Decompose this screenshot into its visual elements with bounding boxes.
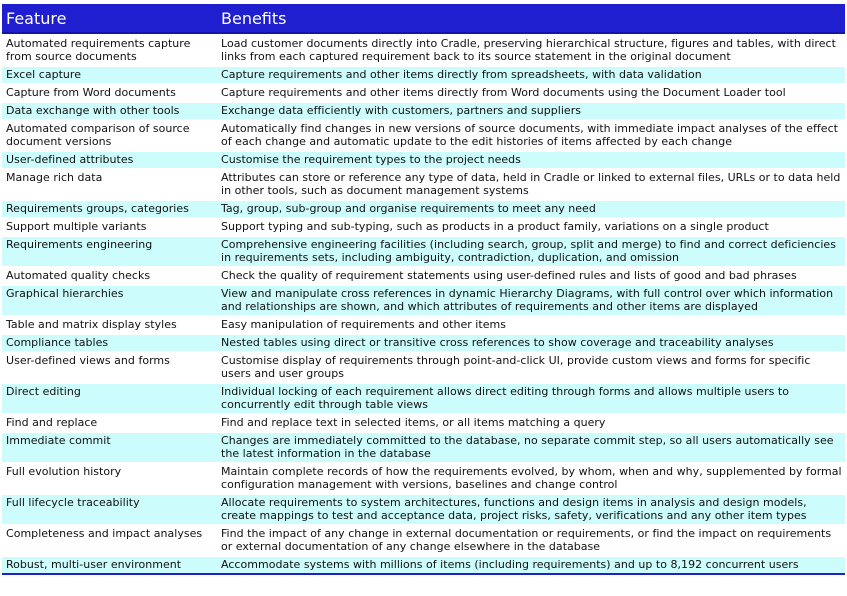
- feature-cell: Completeness and impact analyses: [2, 526, 218, 555]
- benefit-cell: Capture requirements and other items directly from spreadsheets, with data validation: [218, 67, 845, 83]
- feature-cell: Support multiple variants: [2, 219, 218, 235]
- table-row: [2, 526, 845, 555]
- table-body: [2, 36, 845, 575]
- feature-cell: User-defined attributes: [2, 152, 218, 168]
- benefit-cell: Customise display of requirements through point-and-click UI, provide custom views and forms for specific users and user groups: [218, 353, 845, 382]
- table-row: [2, 237, 845, 266]
- table-row: [2, 286, 845, 315]
- feature-cell: User-defined views and forms: [2, 353, 218, 382]
- table-row: [2, 495, 845, 524]
- feature-benefits-table-container: [2, 2, 845, 577]
- benefit-cell: Exchange data efficiently with customers, partners and suppliers: [218, 103, 845, 119]
- feature-benefits-table: [2, 2, 845, 577]
- benefit-cell: Capture requirements and other items directly from Word documents using the Document Loader tool: [218, 85, 845, 101]
- feature-cell: Requirements engineering: [2, 237, 218, 266]
- feature-cell: Automated comparison of source document versions: [2, 121, 218, 150]
- feature-cell: Capture from Word documents: [2, 85, 218, 101]
- benefit-cell: Attributes can store or reference any type of data, held in Cradle or linked to external files, URLs or to data held in other tools, such as document management systems: [218, 170, 845, 199]
- feature-cell: Full evolution history: [2, 464, 218, 493]
- table-row: [2, 353, 845, 382]
- table-row: [2, 103, 845, 119]
- feature-cell: Robust, multi-user environment: [2, 557, 218, 575]
- benefit-cell: Easy manipulation of requirements and other items: [218, 317, 845, 333]
- table-row: [2, 464, 845, 493]
- table-row: [2, 67, 845, 83]
- feature-cell: Automated requirements capture from source documents: [2, 36, 218, 65]
- table-row: [2, 557, 845, 575]
- feature-cell: Manage rich data: [2, 170, 218, 199]
- benefit-cell: Customise the requirement types to the project needs: [218, 152, 845, 168]
- table-row: [2, 85, 845, 101]
- benefit-cell: Changes are immediately committed to the database, no separate commit step, so all users automatically see the latest information in the database: [218, 433, 845, 462]
- table-row: [2, 335, 845, 351]
- feature-cell: Immediate commit: [2, 433, 218, 462]
- table-row: [2, 201, 845, 217]
- benefit-cell: Load customer documents directly into Cradle, preserving hierarchical structure, figures and tables, with direct links from each captured requirement back to its source statement in the original document: [218, 36, 845, 65]
- benefit-cell: Automatically find changes in new versions of source documents, with immediate impact analyses of the effect of each change and automatic update to the edit histories of items affected by each change: [218, 121, 845, 150]
- table-row: [2, 170, 845, 199]
- table-row: [2, 415, 845, 431]
- header-benefits: Benefits: [218, 4, 845, 34]
- feature-cell: Data exchange with other tools: [2, 103, 218, 119]
- benefit-cell: Comprehensive engineering facilities (including search, group, split and merge) to find and correct deficiencies in requirements sets, including ambiguity, contradiction, duplication, and omission: [218, 237, 845, 266]
- benefit-cell: Allocate requirements to system architectures, functions and design items in analysis and design models, create mappings to test and acceptance data, project risks, safety, verifications and any other item types: [218, 495, 845, 524]
- table-row: [2, 152, 845, 168]
- table-row: [2, 36, 845, 65]
- feature-cell: Requirements groups, categories: [2, 201, 218, 217]
- feature-cell: Direct editing: [2, 384, 218, 413]
- feature-cell: Excel capture: [2, 67, 218, 83]
- feature-cell: Automated quality checks: [2, 268, 218, 284]
- benefit-cell: Nested tables using direct or transitive cross references to show coverage and traceability analyses: [218, 335, 845, 351]
- header-row: [2, 4, 845, 34]
- benefit-cell: Tag, group, sub-group and organise requirements to meet any need: [218, 201, 845, 217]
- feature-cell: Table and matrix display styles: [2, 317, 218, 333]
- table-row: [2, 433, 845, 462]
- feature-cell: Find and replace: [2, 415, 218, 431]
- table-row: [2, 121, 845, 150]
- table-row: [2, 219, 845, 235]
- benefit-cell: Maintain complete records of how the requirements evolved, by whom, when and why, supplemented by formal configuration management with versions, baselines and change control: [218, 464, 845, 493]
- header-feature: Feature: [2, 4, 218, 34]
- benefit-cell: Individual locking of each requirement allows direct editing through forms and allows multiple users to concurrently edit through table views: [218, 384, 845, 413]
- table-row: [2, 317, 845, 333]
- feature-cell: Full lifecycle traceability: [2, 495, 218, 524]
- table-row: [2, 384, 845, 413]
- table-header: [2, 4, 845, 34]
- feature-cell: Compliance tables: [2, 335, 218, 351]
- benefit-cell: Check the quality of requirement statements using user-defined rules and lists of good and bad phrases: [218, 268, 845, 284]
- table-row: [2, 268, 845, 284]
- benefit-cell: View and manipulate cross references in dynamic Hierarchy Diagrams, with full control over which information and relationships are shown, and which attributes of requirements and other items are displayed: [218, 286, 845, 315]
- feature-cell: Graphical hierarchies: [2, 286, 218, 315]
- benefit-cell: Find and replace text in selected items, or all items matching a query: [218, 415, 845, 431]
- benefit-cell: Find the impact of any change in external documentation or requirements, or find the impact on requirements or external documentation of any change elsewhere in the database: [218, 526, 845, 555]
- benefit-cell: Accommodate systems with millions of items (including requirements) and up to 8,192 concurrent users: [218, 557, 845, 575]
- benefit-cell: Support typing and sub-typing, such as products in a product family, variations on a single product: [218, 219, 845, 235]
